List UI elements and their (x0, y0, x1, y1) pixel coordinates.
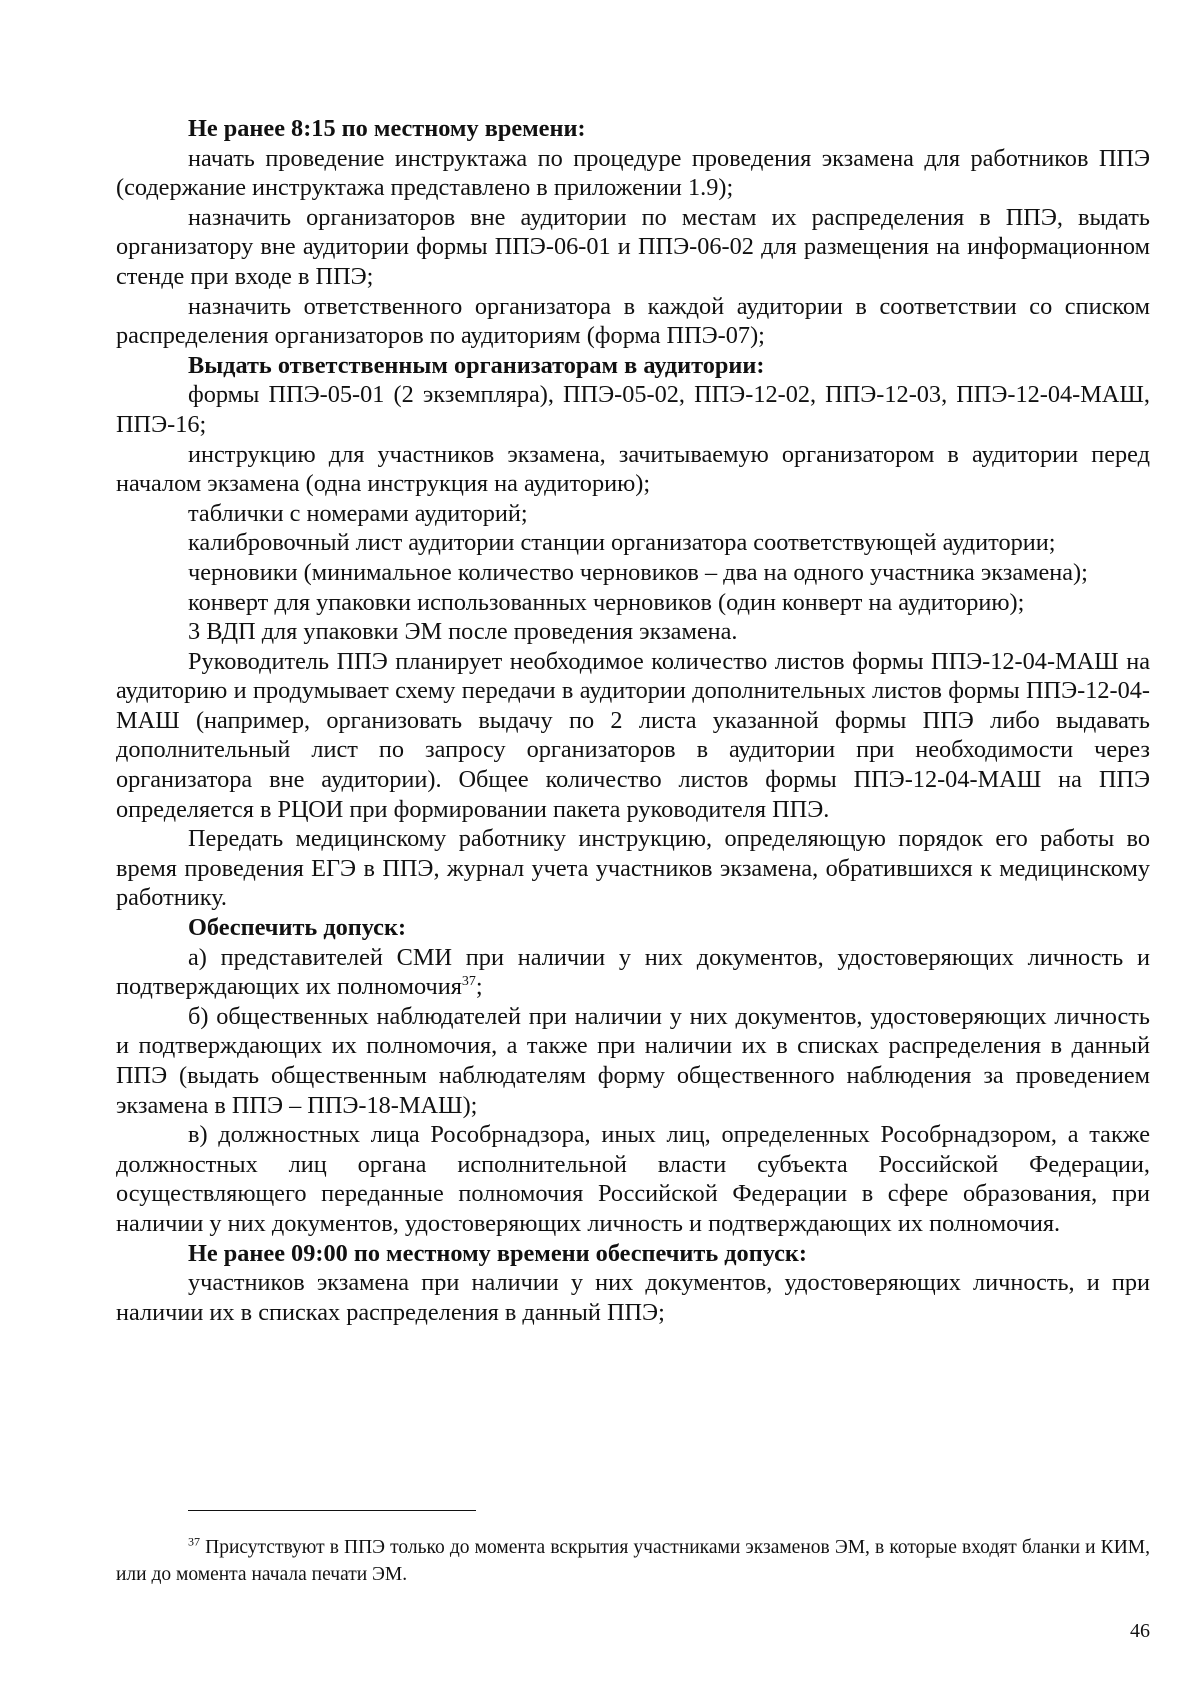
paragraph: Руководитель ППЭ планирует необходимое количество листов формы ППЭ-12-04-МАШ на аудиторию и продумывает схему передачи в аудитории дополнительных листов формы ППЭ-12-04-МАШ (например, организовать выдачу по 2 листа указанной формы ППЭ либо выдавать дополнительный лист по запросу организаторов в аудитории при необходимости через организатора вне аудитории). Общее количество листов формы ППЭ-12-04-МАШ на ППЭ определяется в РЦОИ при формировании пакета руководителя ППЭ. (116, 647, 1150, 823)
footnote-reference[interactable]: 37 (461, 974, 476, 990)
page-number: 46 (1130, 1620, 1150, 1642)
section-heading: Не ранее 09:00 по местному времени обеспечить допуск: (188, 1239, 807, 1267)
paragraph: назначить организаторов вне аудитории по местам их распределения в ППЭ, выдать организатору вне аудитории формы ППЭ-06-01 и ППЭ-06-02 для размещения на информационном стенде при входе в ППЭ; (116, 203, 1150, 290)
paragraph: 3 ВДП для упаковки ЭМ после проведения экзамена. (188, 618, 738, 646)
paragraph-text: а) представителей СМИ при наличии у них документов, удостоверяющих личность и подтверждающих их полномочия (116, 943, 1150, 1001)
section-heading: Выдать ответственным организаторам в аудитории: (188, 351, 765, 379)
paragraph-text-tail: ; (475, 973, 483, 1001)
paragraph: Передать медицинскому работнику инструкцию, определяющую порядок его работы во время проведения ЕГЭ в ППЭ, журнал учета участников экзамена, обратившихся к медицинскому работнику. (116, 825, 1150, 912)
paragraph: калибровочный лист аудитории станции организатора соответствующей аудитории; (188, 529, 1056, 557)
footnote-number: 37 (188, 1534, 200, 1549)
footnote-text: Присутствуют в ППЭ только до момента вскрытия участниками экзаменов ЭМ, в которые входят бланки и КИМ, или до момента начала печати ЭМ. (116, 1537, 1150, 1585)
footnote-divider (188, 1510, 476, 1511)
paragraph: таблички с номерами аудиторий; (188, 499, 528, 527)
paragraph: конверт для упаковки использованных черновиков (один конверт на аудиторию); (188, 588, 1025, 616)
document-body (116, 114, 1150, 1327)
paragraph: инструкцию для участников экзамена, зачитываемую организатором в аудитории перед началом экзамена (одна инструкция на аудиторию); (116, 440, 1150, 498)
paragraph: черновики (минимальное количество черновиков – два на одного участника экзамена); (188, 558, 1088, 586)
section-heading: Обеспечить допуск: (188, 914, 407, 942)
paragraph: назначить ответственного организатора в каждой аудитории в соответствии со списком распределения организаторов по аудиториям (форма ППЭ-07); (116, 292, 1150, 350)
footnote (116, 1534, 1150, 1588)
paragraph: в) должностных лица Рособрнадзора, иных лиц, определенных Рособрнадзором, а также должностных лиц органа исполнительной власти субъекта Российской Федерации, осуществляющего переданные полномочия Российской Федерации в сфере образования, при наличии у них документов, удостоверяющих личность и подтверждающих их полномочия. (116, 1121, 1150, 1237)
section-heading: Не ранее 8:15 по местному времени: (188, 115, 586, 142)
paragraph: формы ППЭ-05-01 (2 экземпляра), ППЭ-05-02, ППЭ-12-02, ППЭ-12-03, ППЭ-12-04-МАШ, ППЭ-16; (116, 381, 1150, 438)
paragraph: участников экзамена при наличии у них документов, удостоверяющих личность, и при наличии их в списках распределения в данный ППЭ; (116, 1269, 1150, 1326)
paragraph: б) общественных наблюдателей при наличии у них документов, удостоверяющих личность и подтверждающих их полномочия, а также при наличии их в списках распределения в данный ППЭ (выдать общественным наблюдателям форму общественного наблюдения за проведением экзамена в ППЭ – ППЭ-18-МАШ); (116, 1002, 1150, 1119)
paragraph-with-footnote (116, 943, 1150, 1002)
paragraph: начать проведение инструктажа по процедуре проведения экзамена для работников ППЭ (содержание инструктажа представлено в приложении 1.9); (116, 144, 1150, 202)
